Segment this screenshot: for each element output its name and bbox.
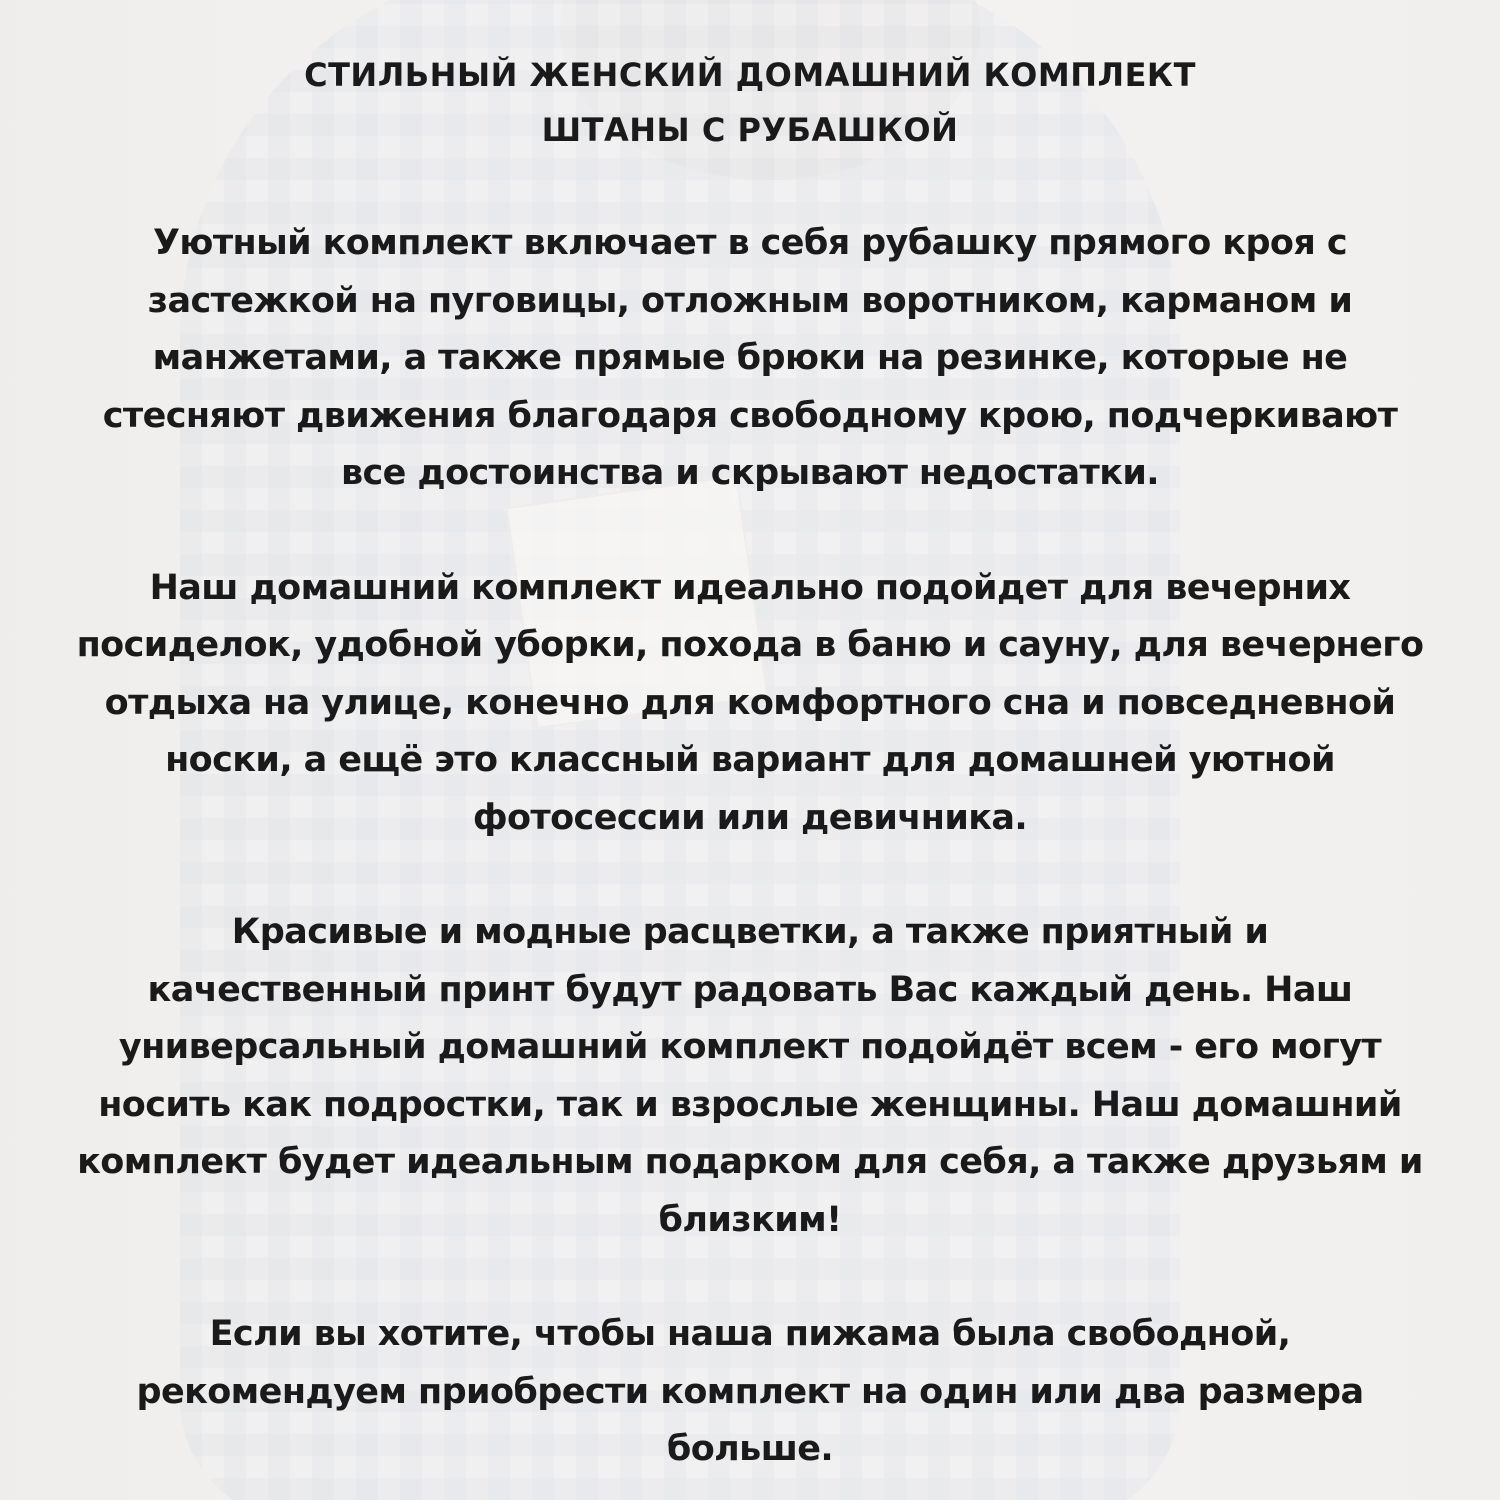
title-line-1: СТИЛЬНЫЙ ЖЕНСКИЙ ДОМАШНИЙ КОМПЛЕКТ	[304, 56, 1196, 94]
spacer	[4, 847, 1496, 904]
paragraph-line: посиделок, удобной уборки, похода в баню и сауну, для вечернего	[76, 625, 1424, 665]
paragraph-line: комплект будет идеальным подарком для себя, а также друзьям и	[77, 1142, 1423, 1182]
spacer	[4, 503, 1496, 560]
paragraph-line: Наш домашний комплект идеально подойдет для вечерних	[149, 567, 1351, 608]
paragraph-line: отдыха на улице, конечно для комфортного сна и повседневной	[104, 682, 1396, 723]
title-line-2: ШТАНЫ С РУБАШКОЙ	[541, 111, 959, 149]
paragraph-line: носки, а ещё это классный вариант для домашней уютной	[165, 740, 1335, 780]
paragraph-line: Красивые и модные расцветки, а также приятный и	[231, 912, 1269, 952]
paragraph-line: носить как подростки, так и взрослые женщины. Наш домашний	[98, 1084, 1402, 1125]
spacer	[4, 1249, 1496, 1306]
paragraph-3	[4, 904, 1496, 1249]
paragraph-line: стесняют движения благодаря свободному крою, подчеркивают	[102, 395, 1398, 436]
spacer	[4, 158, 1496, 215]
paragraph-line: фотосессии или девичника.	[472, 797, 1028, 838]
paragraph-line: больше.	[666, 1429, 834, 1469]
paragraph-line: универсальный домашний комплект подойдёт всем - его могут	[118, 1027, 1382, 1067]
paragraph-4	[4, 1306, 1496, 1479]
paragraph-line: качественный принт будут радовать Вас каждый день. Наш	[147, 969, 1353, 1010]
paragraph-1	[4, 215, 1496, 503]
paragraph-line: манжетами, а также прямые брюки на резинке, которые не	[152, 338, 1348, 378]
paragraph-line: застежкой на пуговицы, отложным воротником, карманом и	[147, 280, 1353, 321]
description-text-block	[0, 48, 1500, 1479]
paragraph-line: Уютный комплект включает в себя рубашку прямого кроя с	[153, 223, 1347, 263]
paragraph-line: все достоинства и скрывают недостатки.	[340, 453, 1160, 493]
paragraph-2	[4, 560, 1496, 848]
paragraph-line: близким!	[658, 1199, 842, 1240]
paragraph-line: Если вы хотите, чтобы наша пижама была свободной,	[209, 1314, 1291, 1354]
paragraph-line: рекомендуем приобрести комплект на один или два размера	[136, 1371, 1364, 1412]
